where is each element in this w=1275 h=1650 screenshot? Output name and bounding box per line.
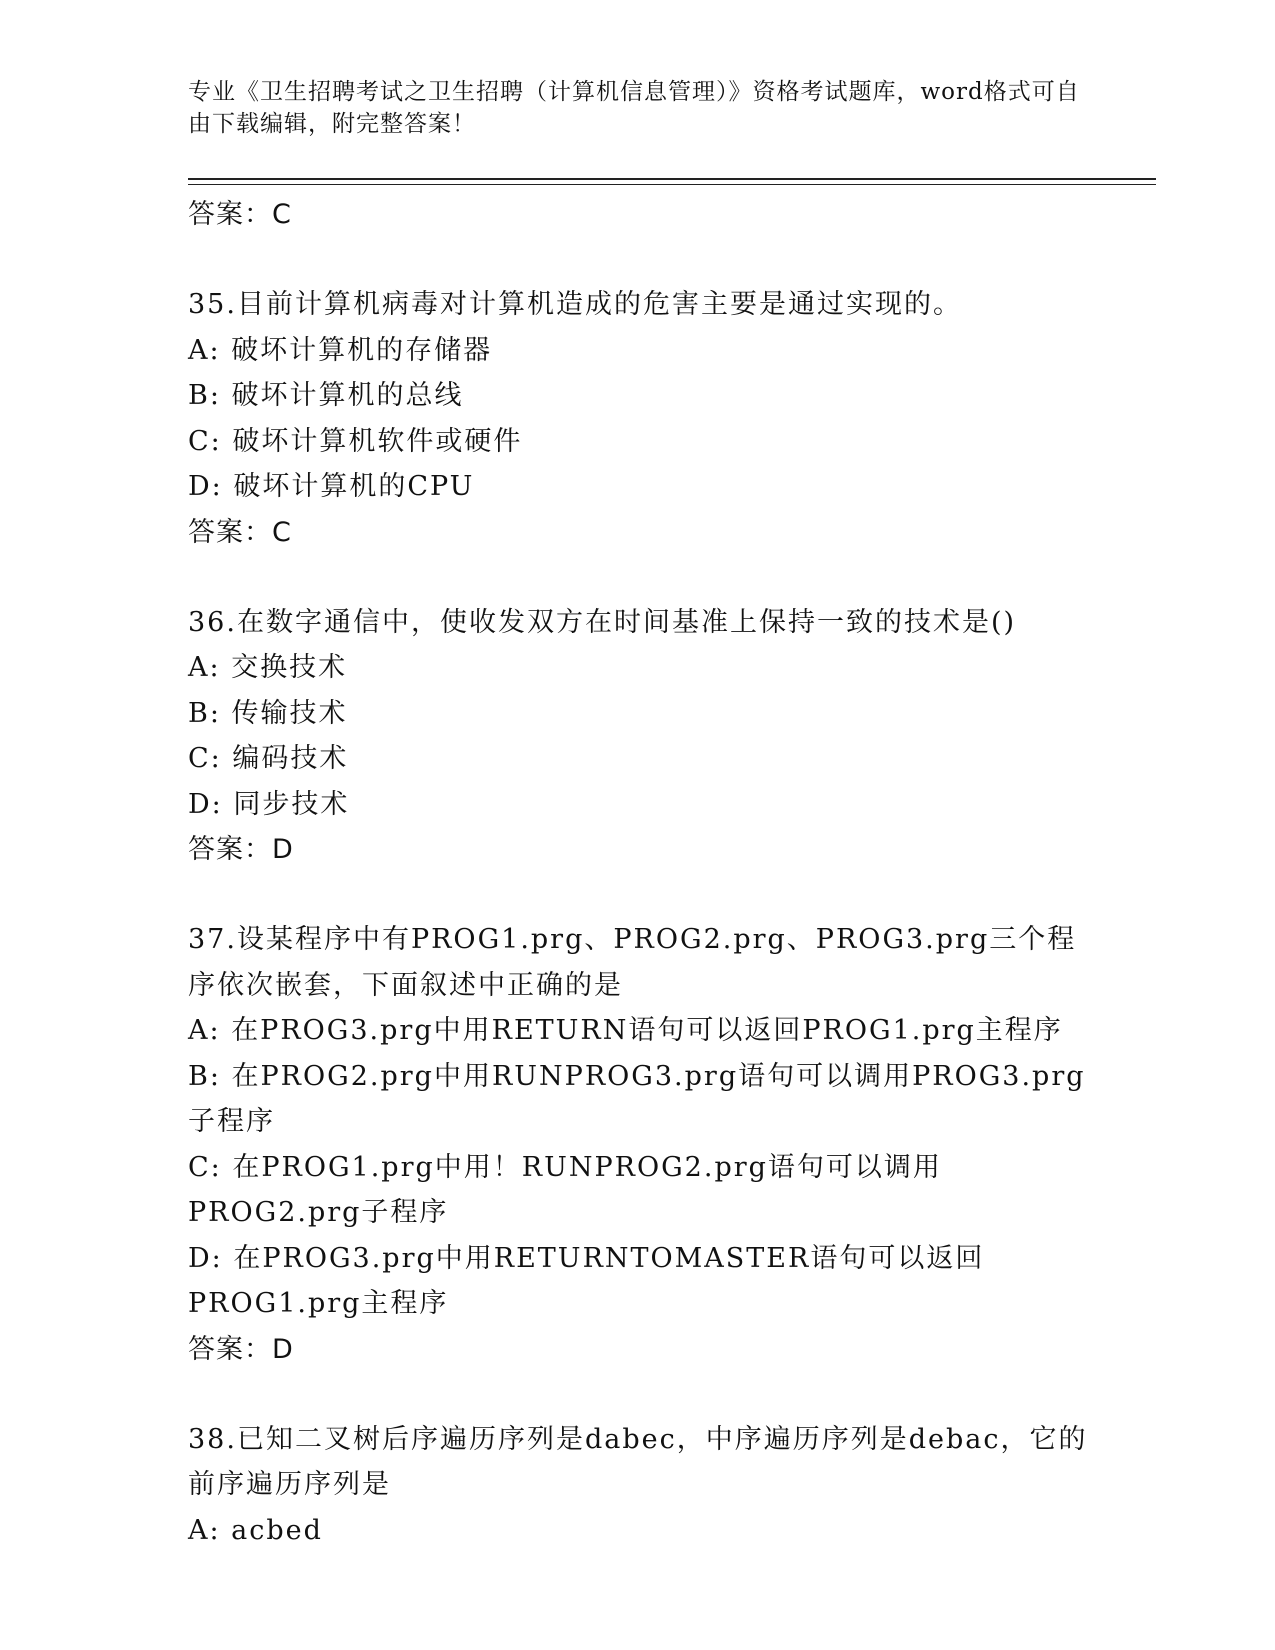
answer-35: 答案：C — [188, 516, 292, 548]
answer-37: 答案：D — [188, 1333, 294, 1365]
question-36 — [188, 600, 1088, 828]
question-stem: 38.已知二叉树后序遍历序列是dabec，中序遍历序列是debac，它的前序遍历序列是 — [188, 1423, 1088, 1500]
option-a: A: 破坏计算机的存储器 — [188, 334, 493, 366]
previous-answer: 答案：C — [188, 199, 292, 230]
question-stem: 35.目前计算机病毒对计算机造成的危害主要是通过实现的。 — [188, 289, 962, 320]
option-a: A: 在PROG3.prg中用RETURN语句可以返回PROG1.prg主程序 — [188, 1015, 1063, 1046]
header-rule-thick — [188, 178, 1156, 180]
spacer — [188, 873, 1088, 917]
spacer — [188, 1373, 1088, 1417]
question-35 — [188, 282, 1088, 510]
spacer — [188, 556, 1088, 600]
question-37 — [188, 917, 1088, 1327]
option-c: C: 编码技术 — [188, 743, 349, 774]
question-list — [188, 192, 1088, 1553]
option-d: D: 破坏计算机的CPU — [188, 471, 475, 502]
question-38 — [188, 1417, 1088, 1554]
header-rule-thin — [188, 184, 1156, 185]
page-header: 专业《卫生招聘考试之卫生招聘（计算机信息管理）》资格考试题库，word格式可自由下载编辑，附完整答案！ — [188, 79, 1080, 137]
spacer — [188, 238, 1088, 282]
question-stem: 37.设某程序中有PROG1.prg、PROG2.prg、PROG3.prg三个程序依次嵌套，下面叙述中正确的是 — [188, 924, 1077, 1001]
option-d: D: 在PROG3.prg中用RETURNTOMASTER语句可以返回PROG1.prg主程序 — [188, 1242, 985, 1319]
option-b: B: 传输技术 — [188, 697, 348, 729]
option-d: D: 同步技术 — [188, 788, 350, 820]
option-b: B: 在PROG2.prg中用RUNPROG3.prg语句可以调用PROG3.prg子程序 — [188, 1060, 1086, 1137]
question-stem: 36.在数字通信中，使收发双方在时间基准上保持一致的技术是() — [188, 606, 1017, 638]
option-b: B: 破坏计算机的总线 — [188, 380, 464, 411]
option-c: C: 破坏计算机软件或硬件 — [188, 425, 523, 457]
option-c: C: 在PROG1.prg中用！RUNPROG2.prg语句可以调用PROG2.prg子程序 — [188, 1151, 942, 1228]
answer-36: 答案：D — [188, 834, 294, 865]
option-a: A: acbed — [188, 1514, 323, 1546]
option-a: A: 交换技术 — [188, 652, 348, 683]
